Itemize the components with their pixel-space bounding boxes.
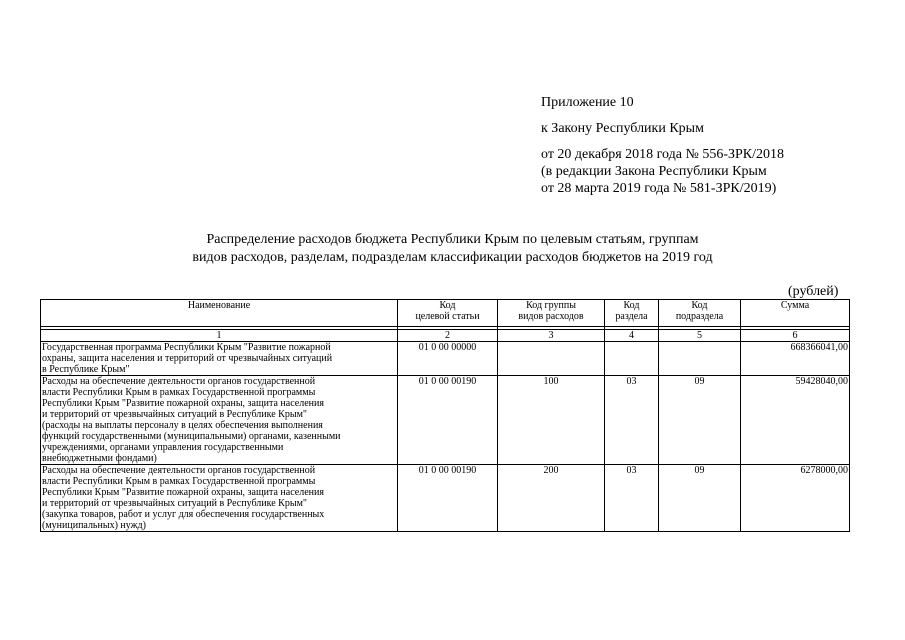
law-date: от 20 декабря 2018 года № 556-ЗРК/2018 <box>541 147 785 162</box>
column-number-row <box>41 330 850 342</box>
row-name: Расходы на обеспечение деятельности органов государственной власти Республики Крым в рамках Государственной программы Республики Крым "Развитие пожарной охраны, защита населения и территорий от чрезвычайных ситуаций в Республике Крым" (закупка товаров, работ и услуг для обеспечения государственных (муниципальных) нужд) <box>41 465 398 532</box>
column-header-subsection: Код подраздела <box>659 300 741 327</box>
column-header-section: Код раздела <box>605 300 659 327</box>
table-row <box>41 465 850 532</box>
row-subsection: 09 <box>659 376 741 465</box>
column-number: 1 <box>41 330 398 342</box>
row-sum: 59428040,00 <box>741 376 850 465</box>
column-header-name: Наименование <box>41 300 398 327</box>
row-subsection: 09 <box>659 465 741 532</box>
row-section: 03 <box>605 465 659 532</box>
document-title <box>0 231 905 267</box>
row-target-code: 01 0 00 00000 <box>398 342 498 376</box>
column-number: 3 <box>498 330 605 342</box>
column-header-expense-group: Код группы видов расходов <box>498 300 605 327</box>
table-row <box>41 342 850 376</box>
appendix-number: Приложение 10 <box>541 95 634 110</box>
budget-table <box>40 299 850 532</box>
table-header-row <box>41 300 850 327</box>
appendix-header <box>541 94 784 197</box>
column-number: 2 <box>398 330 498 342</box>
row-target-code: 01 0 00 00190 <box>398 376 498 465</box>
column-header-target-code: Код целевой статьи <box>398 300 498 327</box>
column-number: 4 <box>605 330 659 342</box>
row-subsection <box>659 342 741 376</box>
column-header-sum: Сумма <box>741 300 850 327</box>
row-sum: 6278000,00 <box>741 465 850 532</box>
column-number: 5 <box>659 330 741 342</box>
row-expense-group: 200 <box>498 465 605 532</box>
row-expense-group: 100 <box>498 376 605 465</box>
title-line-2: видов расходов, разделам, подразделам классификации расходов бюджетов на 2019 год <box>192 250 713 265</box>
row-target-code: 01 0 00 00190 <box>398 465 498 532</box>
column-number: 6 <box>741 330 850 342</box>
row-name: Государственная программа Республики Крым "Развитие пожарной охраны, защита населения и территорий от чрезвычайных ситуаций в Республике Крым" <box>41 342 398 376</box>
row-expense-group <box>498 342 605 376</box>
row-name: Расходы на обеспечение деятельности органов государственной власти Республики Крым в рамках Государственной программы Республики Крым "Развитие пожарной охраны, защита населения и территорий от чрезвычайных ситуаций в Республике Крым" (расходы на выплаты персоналу в целях обеспечения выполнения функций государственными (муниципальными) органами, казенными учреждениями, органами управления государственными внебюджетными фондами) <box>41 376 398 465</box>
row-section: 03 <box>605 376 659 465</box>
unit-label: (рублей) <box>788 284 839 299</box>
table-row <box>41 376 850 465</box>
edition-line-2: от 28 марта 2019 года № 581-ЗРК/2019) <box>541 181 777 196</box>
title-line-1: Распределение расходов бюджета Республики Крым по целевым статьям, группам <box>206 232 699 247</box>
row-section <box>605 342 659 376</box>
edition-line-1: (в редакции Закона Республики Крым <box>541 164 767 179</box>
row-sum: 668366041,00 <box>741 342 850 376</box>
law-reference: к Закону Республики Крым <box>541 121 704 136</box>
